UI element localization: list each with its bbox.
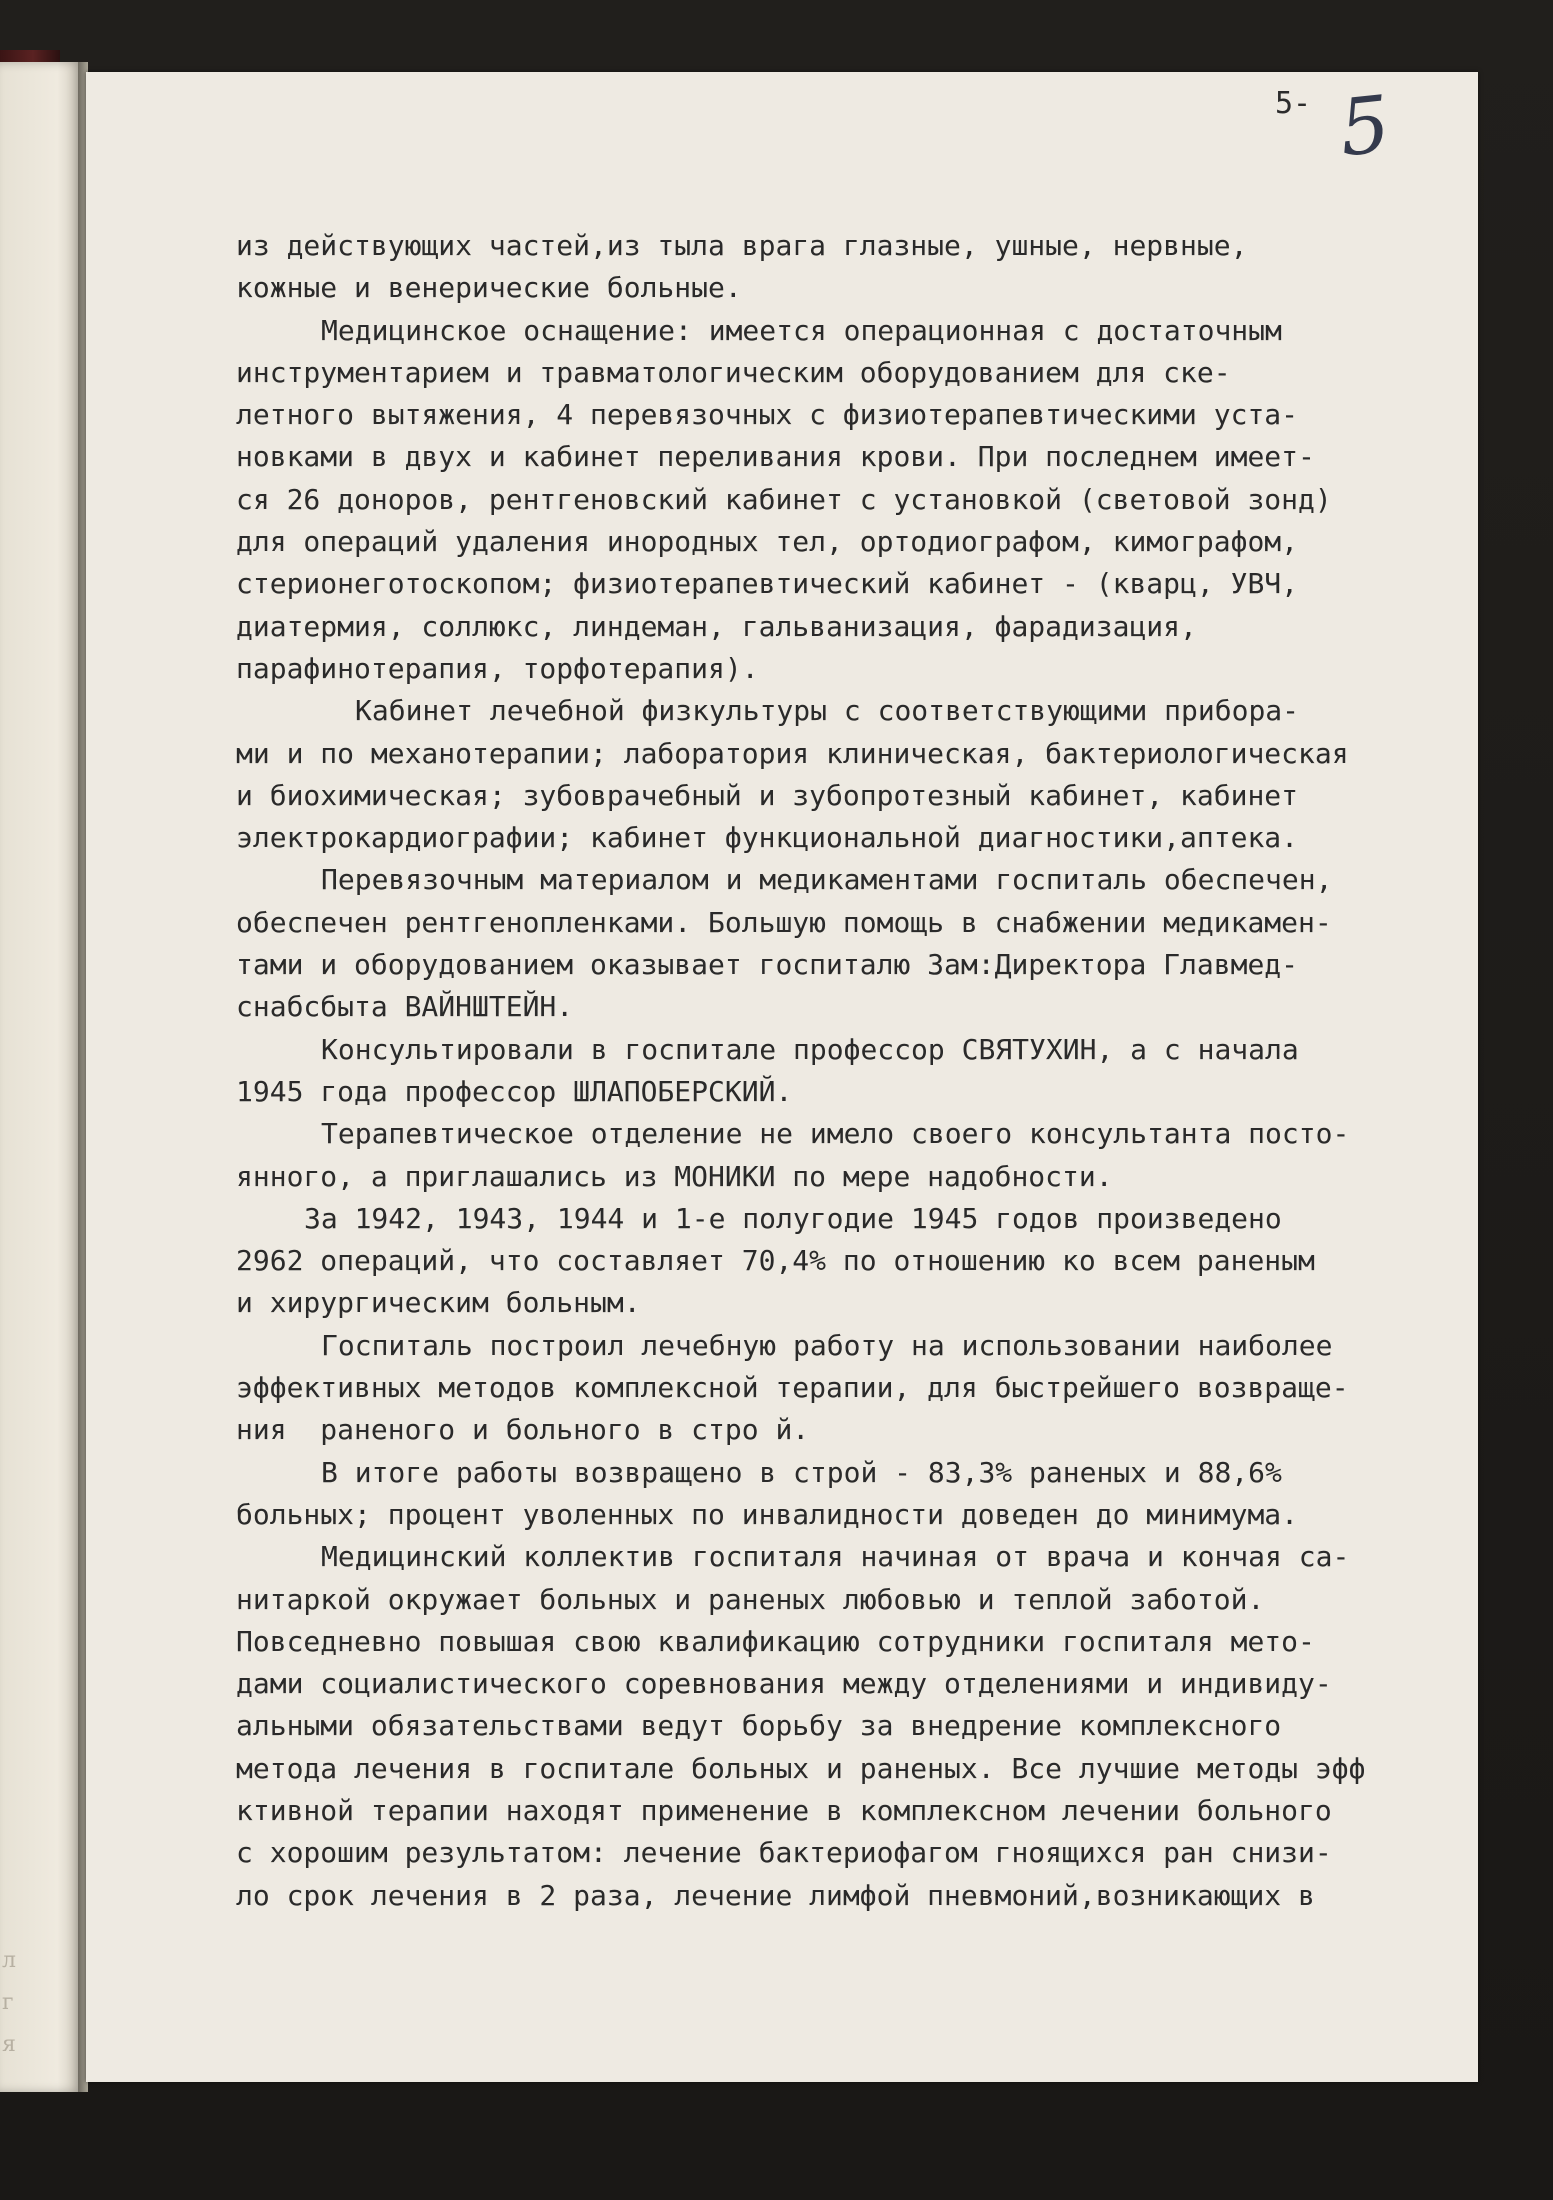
text-line: альными обязательствами ведут борьбу за внедрение комплексного (236, 1709, 1282, 1743)
text-line: Перевязочным материалом и медикаментами госпиталь обеспечен, (321, 863, 1333, 897)
typed-body-text (236, 225, 1476, 1917)
text-line: обеспечен рентгенопленками. Большую помощь в снабжении медикамен- (236, 905, 1332, 939)
text-line: кожные и венерические больные. (236, 271, 742, 305)
text-line: нитаркой окружает больных и раненых любовью и теплой заботой. (236, 1582, 1265, 1616)
text-line: За 1942, 1943, 1944 и 1-е полугодие 1945 годов произведено (304, 1201, 1282, 1235)
text-line: Медицинское оснащение: имеется операционная с достаточным (321, 313, 1282, 347)
typed-page-number: 5- (1275, 86, 1312, 121)
text-line: ся 26 доноров, рентгеновский кабинет с установкой (световой зонд) (236, 482, 1332, 516)
text-line: янного, а приглашались из МОНИКИ по мере надобности. (236, 1159, 1113, 1193)
text-line: Терапевтическое отделение не имело своего консультанта посто- (321, 1117, 1350, 1151)
text-line: стерионеготоскопом; физиотерапевтический кабинет - (кварц, УВЧ, (236, 567, 1299, 601)
text-line: метода лечения в госпитале больных и раненых. Все лучшие методы эфф (236, 1751, 1366, 1785)
text-line: 1945 года профессор ШЛАПОБЕРСКИЙ. (236, 1074, 793, 1108)
text-line: эффективных методов комплексной терапии, для быстрейшего возвраще- (236, 1371, 1349, 1405)
text-line: 2962 операций, что составляет 70,4% по отношению ко всем раненым (236, 1244, 1315, 1278)
text-line: и хирургическим больным. (236, 1286, 641, 1320)
text-line: ния раненого и больного в стро й. (236, 1413, 810, 1447)
facing-page-edge (0, 62, 82, 2092)
text-line: для операций удаления инородных тел, ортодиографом, кимографом, (236, 525, 1299, 559)
text-line: больных; процент уволенных по инвалидности доведен до минимума. (236, 1497, 1299, 1531)
text-line: новками в двух и кабинет переливания крови. При последнем имеет- (236, 440, 1315, 474)
facing-page-marks (2, 1940, 32, 2066)
handwritten-page-number: 5 (1335, 79, 1395, 175)
text-line: инструментарием и травматологическим оборудованием для ске- (236, 355, 1231, 389)
text-line: Кабинет лечебной физкультуры с соответствующими прибора- (355, 694, 1300, 728)
facing-page-mark: я (2, 2032, 16, 2057)
text-line: из действующих частей,из тыла врага глазные, ушные, нервные, (236, 229, 1248, 262)
text-line: дами социалистического соревнования между отделениями и индивиду- (236, 1667, 1332, 1701)
text-line: ми и по механотерапии; лаборатория клиническая, бактериологическая (236, 736, 1349, 770)
facing-page-mark: л (2, 1948, 16, 1973)
text-line: Повседневно повышая свою квалификацию сотрудники госпиталя мето- (236, 1624, 1315, 1658)
text-line: ло срок лечения в 2 раза, лечение лимфой пневмоний,возникающих в (236, 1878, 1315, 1912)
text-line: снабсбыта ВАЙНШТЕЙН. (236, 990, 574, 1024)
text-line: тами и оборудованием оказывает госпиталю Зам:Директора Главмед- (236, 948, 1299, 982)
text-line: с хорошим результатом: лечение бактериофагом гноящихся ран снизи- (236, 1836, 1332, 1870)
facing-page-mark: г (2, 1990, 14, 2015)
text-line: парафинотерапия, торфотерапия). (236, 651, 759, 685)
text-line: ктивной терапии находят применение в комплексном лечении больного (236, 1793, 1332, 1827)
text-line: электрокардиографии; кабинет функциональной диагностики,аптека. (236, 821, 1299, 855)
text-line: летного вытяжения, 4 перевязочных с физиотерапевтическими уста- (236, 398, 1299, 432)
text-line: диатермия, соллюкс, линдеман, гальванизация, фарадизация, (236, 609, 1197, 643)
text-line: В итоге работы возвращено в строй - 83,3% раненых и 88,6% (321, 1455, 1282, 1489)
text-line: Консультировали в госпитале профессор СВЯТУХИН, а с начала (321, 1032, 1299, 1066)
text-line: и биохимическая; зубоврачебный и зубопротезный кабинет, кабинет (236, 778, 1299, 812)
text-line: Госпиталь построил лечебную работу на использовании наиболее (321, 1328, 1333, 1362)
text-line: Медицинский коллектив госпиталя начиная от врача и кончая са- (321, 1540, 1350, 1574)
